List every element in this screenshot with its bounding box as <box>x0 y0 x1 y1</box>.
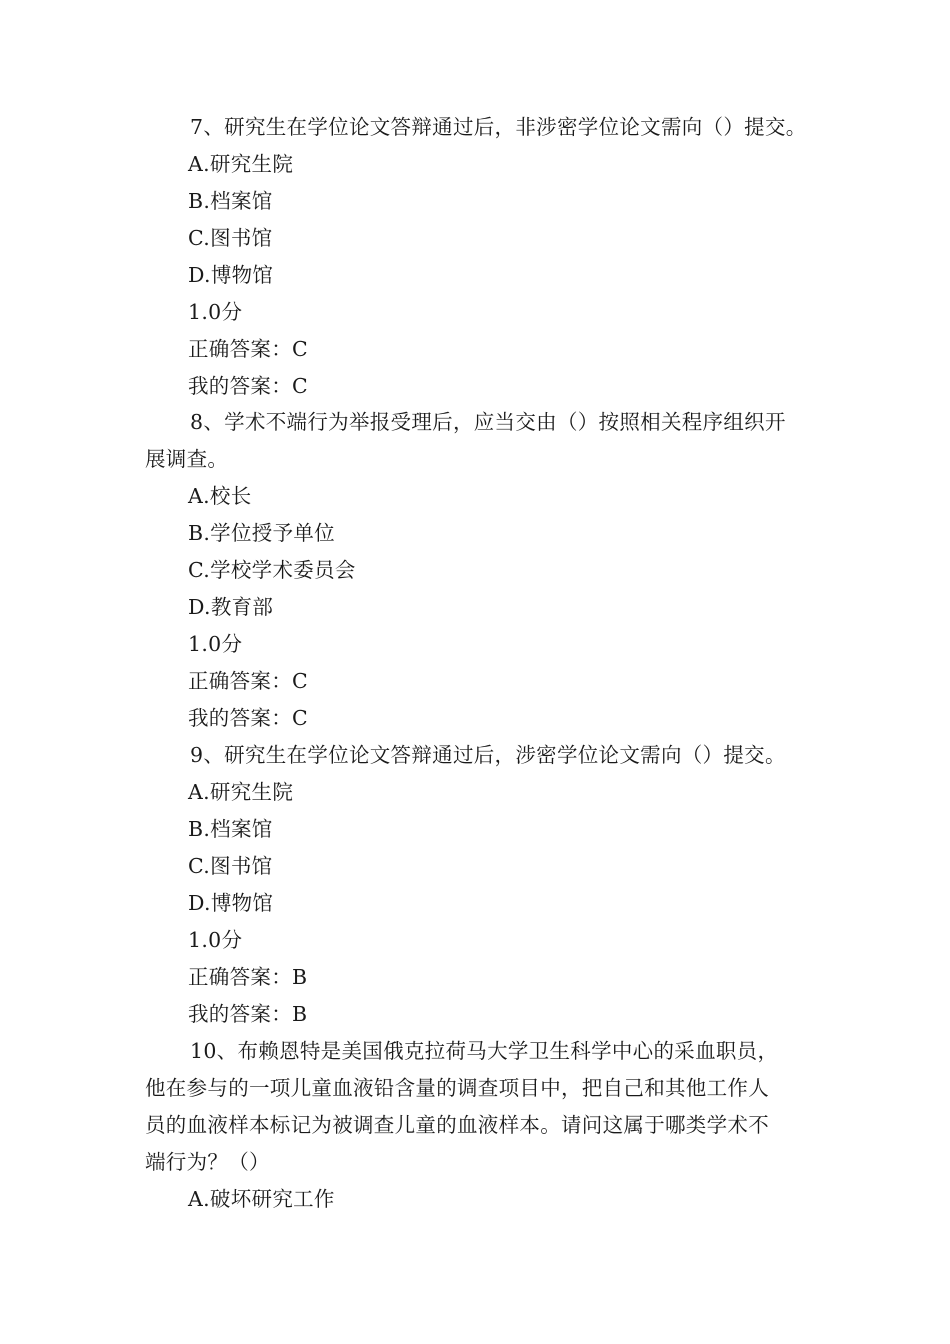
question-10-stem-line-3: 员的血液样本标记为被调查儿童的血液样本。请问这属于哪类学术不 <box>145 1113 769 1137</box>
question-10-stem: 10、布赖恩特是美国俄克拉荷马大学卫生科学中心的采血职员， <box>190 1039 779 1063</box>
question-10-stem-line-4: 端行为？（） <box>145 1150 270 1174</box>
question-10-option-a: A.破坏研究工作 <box>188 1187 335 1211</box>
question-7-option-a: A.研究生院 <box>188 152 294 176</box>
question-8-score: 1.0分 <box>188 632 243 656</box>
question-8-option-c: C.学校学术委员会 <box>188 558 356 582</box>
question-9-score: 1.0分 <box>188 928 243 952</box>
question-8-correct-answer: 正确答案：C <box>188 669 308 693</box>
question-7-my-answer: 我的答案：C <box>188 374 308 398</box>
question-9-option-a: A.研究生院 <box>188 780 294 804</box>
question-8-option-d: D.教育部 <box>188 595 274 619</box>
question-9-my-answer: 我的答案：B <box>188 1002 308 1026</box>
question-8-stem-continued: 展调查。 <box>145 447 229 471</box>
question-8-option-b: B.学位授予单位 <box>188 521 335 545</box>
question-9-correct-answer: 正确答案：B <box>188 965 308 989</box>
question-9-option-c: C.图书馆 <box>188 854 273 878</box>
question-7-option-c: C.图书馆 <box>188 226 273 250</box>
question-10-stem-line-2: 他在参与的一项儿童血液铅含量的调查项目中，把自己和其他工作人 <box>145 1076 769 1100</box>
question-7-option-b: B.档案馆 <box>188 189 273 213</box>
question-7-score: 1.0分 <box>188 300 243 324</box>
question-8-stem: 8、学术不端行为举报受理后，应当交由（）按照相关程序组织开 <box>190 410 786 434</box>
question-8-option-a: A.校长 <box>188 484 252 508</box>
question-7-correct-answer: 正确答案：C <box>188 337 308 361</box>
question-9-stem: 9、研究生在学位论文答辩通过后，涉密学位论文需向（）提交。 <box>190 743 786 767</box>
question-7-option-d: D.博物馆 <box>188 263 274 287</box>
question-7-stem: 7、研究生在学位论文答辩通过后，非涉密学位论文需向（）提交。 <box>190 115 807 139</box>
question-9-option-d: D.博物馆 <box>188 891 274 915</box>
question-9-option-b: B.档案馆 <box>188 817 273 841</box>
question-8-my-answer: 我的答案：C <box>188 706 308 730</box>
